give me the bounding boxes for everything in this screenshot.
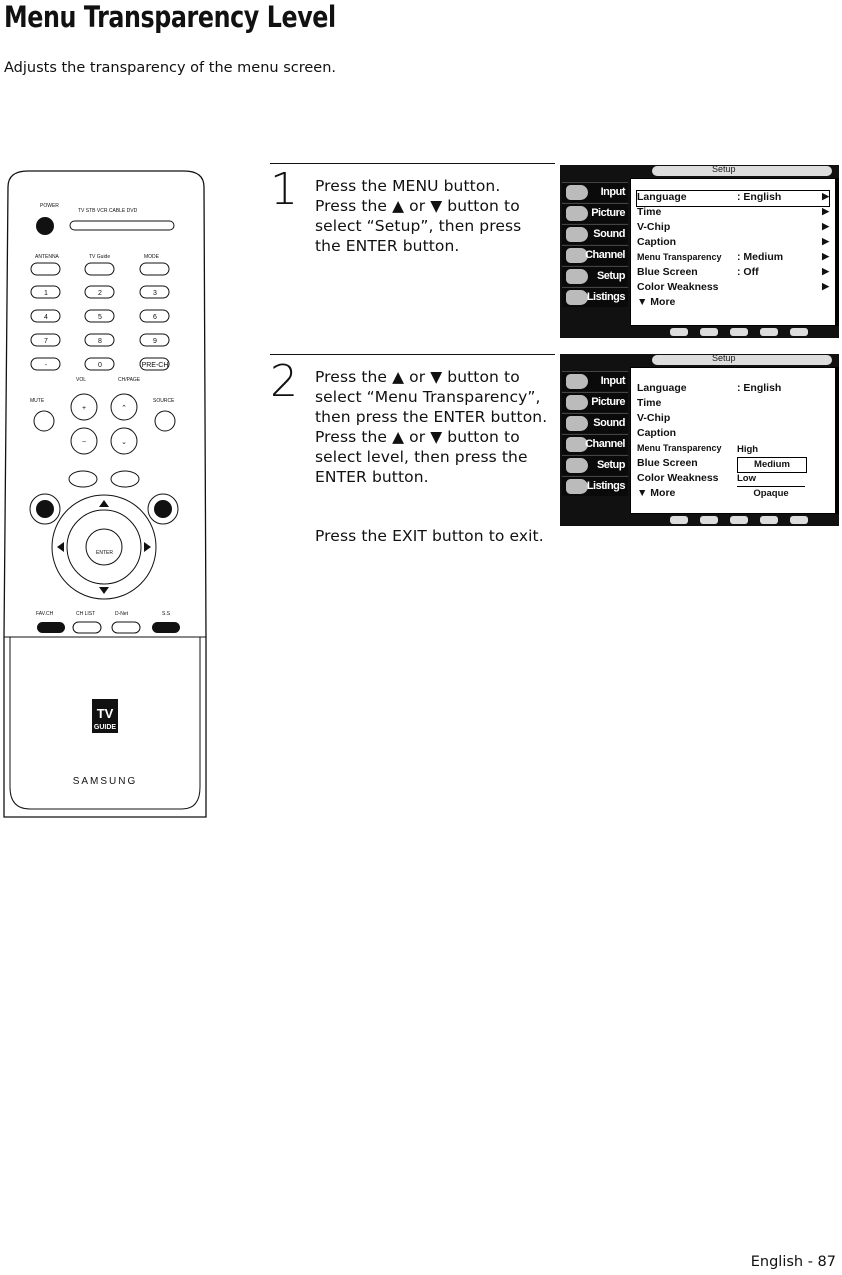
svg-text:VOL: VOL xyxy=(76,377,87,383)
svg-text:MODE: MODE xyxy=(144,254,159,260)
svg-text:TV Guide: TV Guide xyxy=(89,254,111,260)
svg-text:2: 2 xyxy=(98,290,102,297)
remote-control-illustration xyxy=(0,167,211,827)
osd-screen-setup: Setup Input Picture Sound Channel Setup Listings Language : English ▶ Time ▶ V-Chip ▶ Caption ▶ Menu Transparency : Medium ▶ Blue Screen : Off ▶ Color Weakness ▶ ▼ More xyxy=(560,165,839,338)
svg-text:−: − xyxy=(81,439,87,446)
svg-text:SOURCE: SOURCE xyxy=(153,398,175,404)
svg-text:MUTE: MUTE xyxy=(30,398,45,404)
step2-note: Press the EXIT button to exit. xyxy=(315,527,544,545)
svg-text:5: 5 xyxy=(98,314,102,321)
svg-text:9: 9 xyxy=(153,338,157,345)
svg-text:7: 7 xyxy=(44,338,48,345)
svg-text:GUIDE: GUIDE xyxy=(93,724,117,731)
svg-text:FAV.CH: FAV.CH xyxy=(36,611,54,617)
svg-text:ANTENNA: ANTENNA xyxy=(35,254,59,260)
svg-text:⌃: ⌃ xyxy=(121,405,127,412)
svg-text:PRE-CH: PRE-CH xyxy=(141,362,169,369)
svg-text:6: 6 xyxy=(153,314,157,321)
svg-text:+: + xyxy=(81,405,87,412)
step1-text: Press the MENU button. Press the ▲ or ▼ button to select “Setup”, then press the ENTER button. xyxy=(315,177,522,255)
power-button xyxy=(36,217,54,235)
svg-text:CH/PAGE: CH/PAGE xyxy=(118,377,141,383)
svg-text:1: 1 xyxy=(44,290,48,297)
brand-logo: SAMSUNG xyxy=(72,776,138,787)
step1-rule xyxy=(270,163,555,164)
option-low: Low xyxy=(737,473,756,484)
page-footer: English - 87 xyxy=(750,1254,836,1270)
step1-number: 1 xyxy=(270,164,298,215)
svg-text:TV: TV xyxy=(96,706,114,721)
page-subtitle: Adjusts the transparency of the menu screen. xyxy=(4,60,337,76)
option-high: High xyxy=(737,444,759,455)
option-medium-selected: Medium xyxy=(737,457,807,473)
option-opaque: Opaque xyxy=(737,486,805,501)
step2-text: Press the ▲ or ▼ button to select “Menu Transparency”, then press the ENTER button. Press the ▲ or ▼ button to select level, then press the ENTER button. xyxy=(315,368,548,486)
power-label: POWER xyxy=(40,203,59,209)
osd-screen-transparency: Setup Input Picture Sound Channel Setup Listings Language : English Time V-Chip Caption Menu Transparency Blue Screen Color Weakness ▼ More High Medium Low Opaque xyxy=(560,354,839,526)
svg-text:-: - xyxy=(44,362,48,369)
step2-rule xyxy=(270,354,555,355)
svg-text:0: 0 xyxy=(98,362,102,369)
svg-text:S.S: S.S xyxy=(162,611,171,617)
step2-number: 2 xyxy=(270,356,298,407)
svg-text:ENTER: ENTER xyxy=(96,550,113,556)
page-title: Menu Transparency Level xyxy=(4,0,336,34)
svg-text:D-Net: D-Net xyxy=(115,611,129,617)
svg-text:3: 3 xyxy=(153,290,157,297)
svg-text:4: 4 xyxy=(44,314,48,321)
svg-text:8: 8 xyxy=(98,338,102,345)
mode-labels: TV STB VCR CABLE DVD xyxy=(78,208,138,214)
svg-text:CH LIST: CH LIST xyxy=(76,611,96,617)
svg-text:⌄: ⌄ xyxy=(121,439,127,446)
